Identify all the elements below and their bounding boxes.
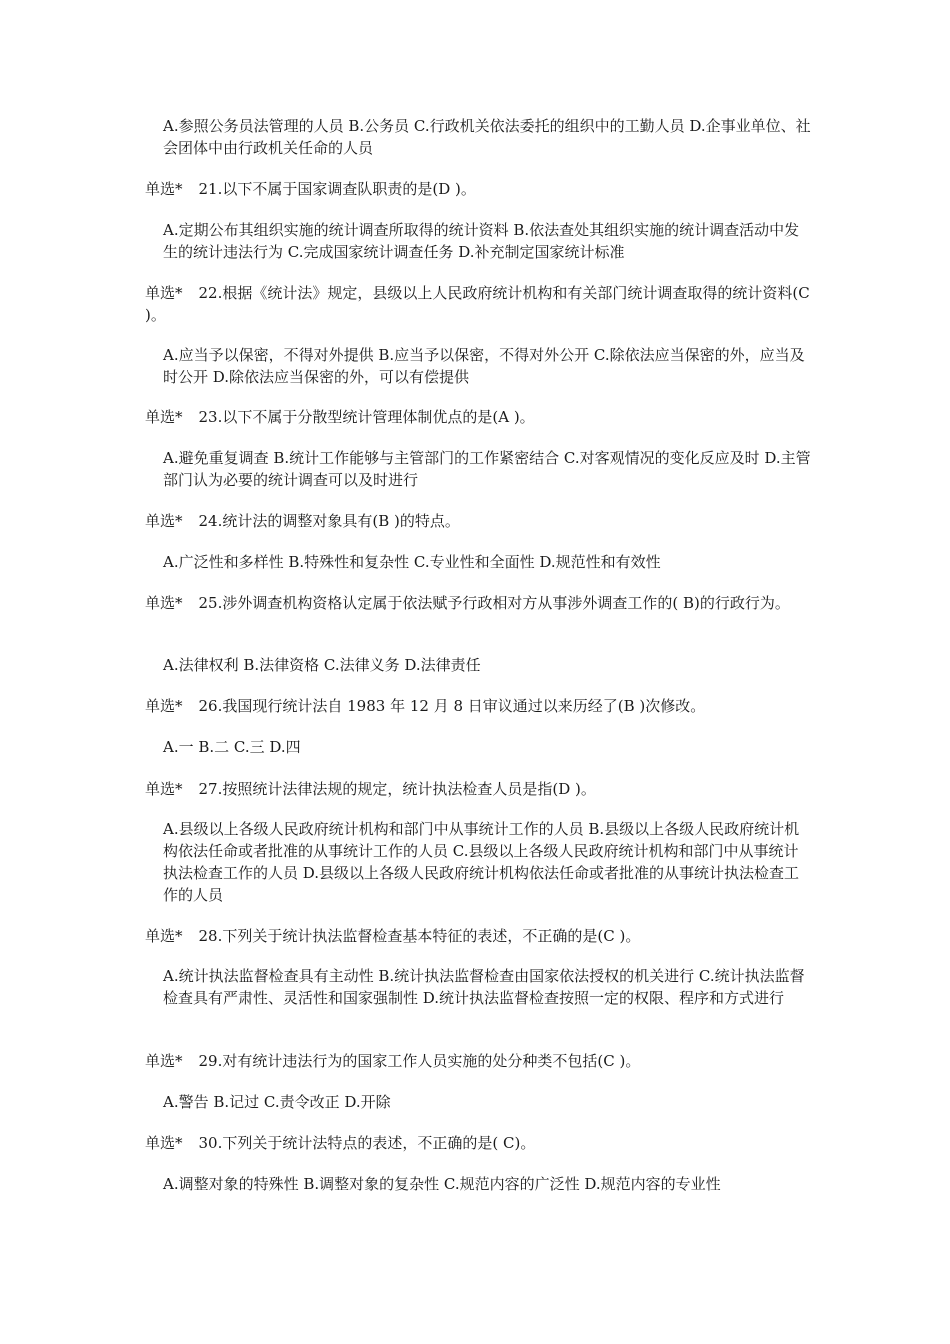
question-23 <box>145 406 815 428</box>
answer-options-23 <box>163 447 813 491</box>
answer-options-28 <box>163 965 813 1009</box>
question-text: 26.我国现行统计法自 1983 年 12 月 8 日审议通过以来历经了(B )次修改。 <box>198 697 706 715</box>
question-28 <box>145 925 815 947</box>
options-text: A.统计执法监督检查具有主动性 B.统计执法监督检查由国家依法授权的机关进行 C.统计执法监督检查具有严肃性、灵活性和国家强制性 D.统计执法监督检查按照一定的权限、程序和方式进行 <box>163 967 805 1007</box>
answer-options-22 <box>163 344 813 388</box>
answer-options-21 <box>163 219 813 263</box>
question-type: 单选* <box>145 180 183 198</box>
answer-options-27 <box>163 818 813 906</box>
options-text: A.定期公布其组织实施的统计调查所取得的统计资料 B.依法查处其组织实施的统计调查活动中发生的统计违法行为 C.完成国家统计调查任务 D.补充制定国家统计标准 <box>163 221 800 261</box>
options-text: A.应当予以保密，不得对外提供 B.应当予以保密，不得对外公开 C.除依法应当保密的外，应当及时公开 D.除依法应当保密的外，可以有偿提供 <box>163 346 805 386</box>
options-text: A.警告 B.记过 C.责令改正 D.开除 <box>163 1093 391 1111</box>
options-text: A.一 B.二 C.三 D.四 <box>163 738 301 756</box>
question-type: 单选* <box>145 780 183 798</box>
options-text: A.调整对象的特殊性 B.调整对象的复杂性 C.规范内容的广泛性 D.规范内容的专业性 <box>163 1175 721 1193</box>
options-text: A.县级以上各级人民政府统计机构和部门中从事统计工作的人员 B.县级以上各级人民政府统计机构依法任命或者批准的从事统计工作的人员 C.县级以上各级人民政府统计机构和部门中从事统计执法检查工作的人员 D.县级以上各级人民政府统计机构依法任命或者批准的从事统计执法检查工作的人员 <box>163 820 800 904</box>
options-text: A.参照公务员法管理的人员 B.公务员 C.行政机关依法委托的组织中的工勤人员 D.企事业单位、社会团体中由行政机关任命的人员 <box>163 117 811 157</box>
question-type: 单选* <box>145 512 183 530</box>
answer-options-26 <box>163 736 813 758</box>
question-type: 单选* <box>145 927 183 945</box>
answer-options-29 <box>163 1091 813 1113</box>
question-text: 27.按照统计法律法规的规定，统计执法检查人员是指(D )。 <box>198 780 596 798</box>
question-type: 单选* <box>145 1052 183 1070</box>
options-text: A.法律权利 B.法律资格 C.法律义务 D.法律责任 <box>163 656 481 674</box>
question-text: 22.根据《统计法》规定，县级以上人民政府统计机构和有关部门统计调查取得的统计资料(C )。 <box>145 284 810 324</box>
question-type: 单选* <box>145 697 183 715</box>
question-24 <box>145 510 815 532</box>
question-text: 30.下列关于统计法特点的表述，不正确的是( C)。 <box>198 1134 536 1152</box>
answer-options-20 <box>163 115 813 159</box>
question-type: 单选* <box>145 1134 183 1152</box>
question-text: 24.统计法的调整对象具有(B )的特点。 <box>198 512 460 530</box>
question-type: 单选* <box>145 408 183 426</box>
question-27 <box>145 778 815 800</box>
answer-options-24 <box>163 551 813 573</box>
question-29 <box>145 1050 815 1072</box>
answer-options-25 <box>163 654 813 676</box>
answer-options-30 <box>163 1173 813 1195</box>
question-text: 28.下列关于统计执法监督检查基本特征的表述，不正确的是(C )。 <box>198 927 641 945</box>
question-text: 21.以下不属于国家调查队职责的是(D )。 <box>198 180 476 198</box>
question-text: 23.以下不属于分散型统计管理体制优点的是(A )。 <box>198 408 535 426</box>
question-text: 29.对有统计违法行为的国家工作人员实施的处分种类不包括(C )。 <box>198 1052 641 1070</box>
question-type: 单选* <box>145 284 183 302</box>
question-type: 单选* <box>145 594 183 612</box>
question-text: 25.涉外调查机构资格认定属于依法赋予行政相对方从事涉外调查工作的( B)的行政行为。 <box>198 594 790 612</box>
question-25 <box>145 592 815 614</box>
question-21 <box>145 178 815 200</box>
options-text: A.广泛性和多样性 B.特殊性和复杂性 C.专业性和全面性 D.规范性和有效性 <box>163 553 661 571</box>
question-26 <box>145 695 815 717</box>
options-text: A.避免重复调查 B.统计工作能够与主管部门的工作紧密结合 C.对客观情况的变化反应及时 D.主管部门认为必要的统计调查可以及时进行 <box>163 449 811 489</box>
question-30 <box>145 1132 815 1154</box>
question-22 <box>145 282 815 326</box>
